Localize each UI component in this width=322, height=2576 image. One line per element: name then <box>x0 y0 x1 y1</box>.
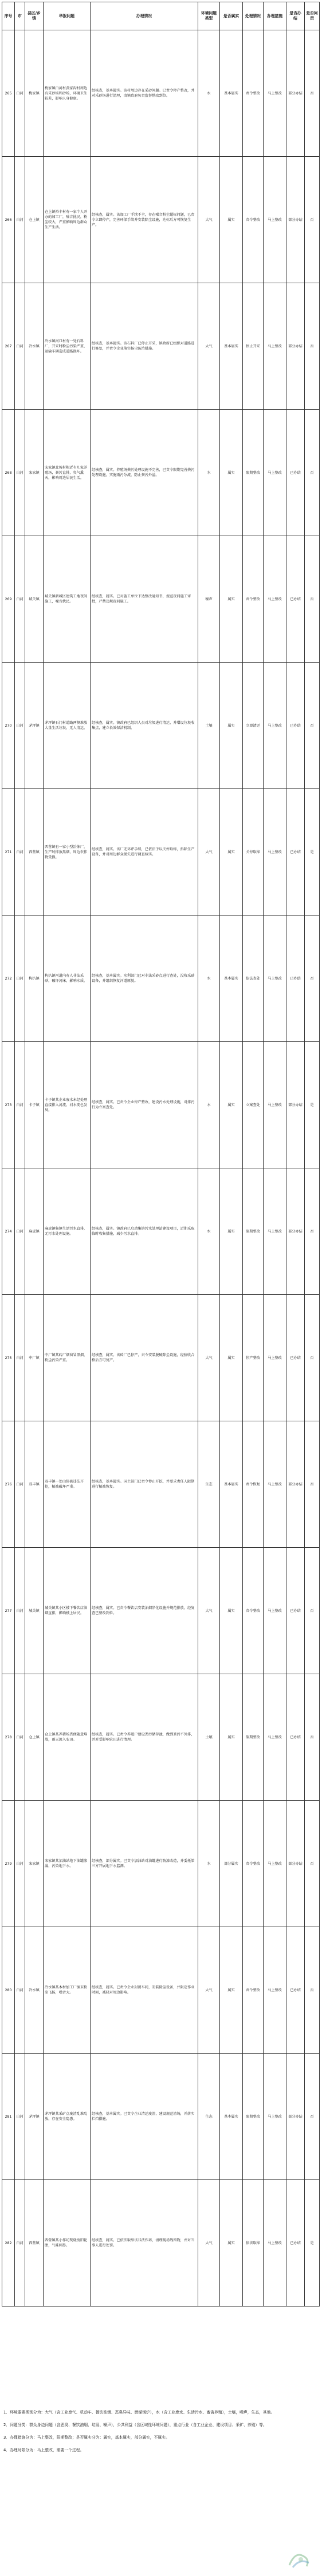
cell-issue: 仓上镇裕丰村有一家个人开办的加工厂，噪音扰民，粉尘较大，严重影响周边群众生产生活。 <box>44 157 91 283</box>
cell-city: 白河 <box>15 410 25 536</box>
cell-no: 269 <box>2 536 15 663</box>
cell-city: 白河 <box>15 157 25 283</box>
watermark-logo <box>283 2547 317 2574</box>
cell-detail: 经核查，属实。已对施工单位下达整改通知书，规范夜间施工审批，严禁违规夜间施工。 <box>91 536 198 663</box>
cell-verdict: 属实 <box>220 1927 243 2054</box>
table-row <box>2 1421 320 1548</box>
cell-issue: 中厂镇某砖厂烟囱冒黑烟，粉尘污染严重。 <box>44 1295 91 1421</box>
col-detail: 办理情况 <box>91 2 198 30</box>
cell-verdict: 基本属实 <box>220 916 243 1042</box>
cell-type: 大气 <box>198 283 220 410</box>
cell-city: 白河 <box>15 2054 25 2180</box>
cell-no: 273 <box>2 1042 15 1168</box>
cell-town: 西营镇 <box>25 2180 44 2306</box>
cell-type: 大气 <box>198 1548 220 1674</box>
cell-disposition: 停产整改 <box>243 1295 264 1421</box>
cell-disposition: 限期整改 <box>243 2054 264 2180</box>
cell-issue: 城关镇某小区楼下餐饮店油烟直排，影响楼上居民。 <box>44 1548 91 1674</box>
cell-type: 生态 <box>198 2054 220 2180</box>
cell-verdict: 属实 <box>220 789 243 916</box>
cell-city: 白河 <box>15 536 25 663</box>
cell-disposition: 责令整改 <box>243 536 264 663</box>
cell-type: 土壤 <box>198 1674 220 1801</box>
cell-detail: 经核查，属实。养殖场粪污处理设施不完善，已责令限期完善粪污处理设施，实施雨污分流，防止粪污外溢。 <box>91 410 198 536</box>
cell-accountable: 否 <box>305 663 320 789</box>
cell-no: 267 <box>2 283 15 410</box>
cell-town: 麻虎镇 <box>25 1168 44 1295</box>
table-row <box>2 1801 320 1927</box>
cell-issue: 双丰镇一处山体被违法开挖，植被破坏严重。 <box>44 1421 91 1548</box>
cell-disposition: 责令整改 <box>243 157 264 283</box>
cell-disposition: 立即清运 <box>243 663 264 789</box>
cell-city: 白河 <box>15 1168 25 1295</box>
cell-city: 白河 <box>15 789 25 916</box>
cell-result: 部分办结 <box>286 283 305 410</box>
table-row <box>2 1927 320 2054</box>
cell-city: 白河 <box>15 30 25 157</box>
table-row <box>2 1674 320 1801</box>
cell-no: 266 <box>2 157 15 283</box>
cell-city: 白河 <box>15 1548 25 1674</box>
cell-measure: 马上整改 <box>264 157 286 283</box>
cell-type: 噪声 <box>198 536 220 663</box>
cell-measure: 马上整改 <box>264 283 286 410</box>
cell-verdict: 基本属实 <box>220 283 243 410</box>
cell-issue: 宋家镇某加油站地下油罐渗漏，污染地下水。 <box>44 1801 91 1927</box>
table-row <box>2 2054 320 2180</box>
col-no: 序号 <box>2 2 15 30</box>
cell-town: 双丰镇 <box>25 1421 44 1548</box>
cell-type: 水 <box>198 1042 220 1168</box>
cell-verdict: 属实 <box>220 157 243 283</box>
table-row <box>2 283 320 410</box>
cell-measure: 马上整改 <box>264 1042 286 1168</box>
cell-no: 279 <box>2 1801 15 1927</box>
table-row <box>2 789 320 916</box>
cell-town: 宋家镇 <box>25 410 44 536</box>
cell-type: 大气 <box>198 2180 220 2306</box>
cell-no: 277 <box>2 1548 15 1674</box>
cell-town: 茅坪镇 <box>25 2054 44 2180</box>
cell-result: 部分办结 <box>286 1042 305 1168</box>
cell-issue: 仓上镇某养猪场粪便随意堆放，雨天流入农田。 <box>44 1674 91 1801</box>
cell-detail: 经核查，属实。已依法取缔该非法作坊，清理现场残留物，并对当事人进行处罚。 <box>91 2180 198 2306</box>
cell-measure: 马上整改 <box>264 1548 286 1674</box>
cell-verdict: 属实 <box>220 1295 243 1421</box>
cell-verdict: 属实 <box>220 410 243 536</box>
cell-issue: 茅坪镇某采矿点废渣乱堆乱放，存在安全隐患。 <box>44 2054 91 2180</box>
cell-measure: 马上整改 <box>264 1801 286 1927</box>
table-row <box>2 410 320 536</box>
cell-result: 部分办结 <box>286 1421 305 1548</box>
cell-accountable: 否 <box>305 283 320 410</box>
cell-accountable: 否 <box>305 1295 320 1421</box>
cell-town: 仓上镇 <box>25 157 44 283</box>
cell-type: 生态 <box>198 1421 220 1548</box>
col-accountable: 是否问责 <box>305 2 320 30</box>
cell-no: 276 <box>2 1421 15 1548</box>
cell-accountable: 否 <box>305 536 320 663</box>
cell-accountable: 是 <box>305 2180 320 2306</box>
cell-no: 265 <box>2 30 15 157</box>
cell-issue: 麻虎镇集镇生活污水直排，无污水处理设施。 <box>44 1168 91 1295</box>
cell-town: 中厂镇 <box>25 1295 44 1421</box>
cell-accountable: 否 <box>305 1801 320 1927</box>
cell-detail: 经核查，属实。该加工厂手续不全，存在噪音粉尘超标问题，已责令立即停产，完善环保手续并安装除尘设施，达标后方可恢复生产。 <box>91 157 198 283</box>
cell-result: 已办结 <box>286 1927 305 2054</box>
cell-verdict: 属实 <box>220 1548 243 1674</box>
footnote: 4．办理时限分为：马上整改，需要一个过程。 <box>3 2448 84 2452</box>
cell-measure: 马上整改 <box>264 410 286 536</box>
cell-detail: 经核查，基本属实。已责令企业清运废渣，建设规范渣场，并落实拦挡措施。 <box>91 2054 198 2180</box>
cell-town: 构扒镇 <box>25 916 44 1042</box>
cell-detail: 经核查，属实。已责令餐饮店安装油烟净化设施并规范排放，经复查已整改到位。 <box>91 1548 198 1674</box>
cell-measure: 马上整改 <box>264 789 286 916</box>
complaint-table <box>2 2 320 2306</box>
cell-issue: 构扒镇河道内有人非法采砂，破坏河床，影响水质。 <box>44 916 91 1042</box>
cell-result: 已办结 <box>286 1548 305 1674</box>
col-result: 是否办结 <box>286 2 305 30</box>
cell-issue: 冷水镇某木材加工厂锯末粉尘飞扬，噪音大。 <box>44 1927 91 2054</box>
cell-accountable: 否 <box>305 157 320 283</box>
cell-issue: 宋家镇北坡村附近有几家养殖场，粪污直排，臭气熏天，影响周边居民生活。 <box>44 410 91 536</box>
cell-measure: 马上整改 <box>264 1168 286 1295</box>
table-row <box>2 1042 320 1168</box>
cell-detail: 经核查，属实。镇政府已组织人员对垃圾进行清运，并增设垃圾收集点，建立长效保洁机制。 <box>91 663 198 789</box>
cell-town: 城关镇 <box>25 1548 44 1674</box>
cell-disposition: 责令恢复 <box>243 1421 264 1548</box>
table-row <box>2 1168 320 1295</box>
col-city: 市 <box>15 2 25 30</box>
cell-disposition: 限期整改 <box>243 1674 264 1801</box>
cell-detail: 经核查，基本属实。水利部门已对非法采砂点进行查处，没收采砂设备，并组织恢复河道原貌。 <box>91 916 198 1042</box>
cell-disposition: 关停取缔 <box>243 789 264 916</box>
cell-result: 部分办结 <box>286 2054 305 2180</box>
cell-disposition: 立案查处 <box>243 1042 264 1168</box>
cell-no: 268 <box>2 410 15 536</box>
cell-type: 水 <box>198 410 220 536</box>
cell-city: 白河 <box>15 916 25 1042</box>
cell-no: 275 <box>2 1295 15 1421</box>
cell-measure: 马上整改 <box>264 1295 286 1421</box>
cell-result: 已办结 <box>286 916 305 1042</box>
cell-verdict: 基本属实 <box>220 2054 243 2180</box>
cell-accountable: 否 <box>305 1421 320 1548</box>
cell-type: 土壤 <box>198 663 220 789</box>
cell-issue: 西营镇某小作坊焚烧废旧轮胎，气味刺鼻。 <box>44 2180 91 2306</box>
cell-result: 部分办结 <box>286 1801 305 1927</box>
cell-issue: 冷水镇河口村有一处石料厂，开采时粉尘污染严重，运输车辆造成道路损坏。 <box>44 283 91 410</box>
cell-issue: 城关镇新城区建筑工地夜间施工，噪音扰民。 <box>44 536 91 663</box>
cell-disposition: 责令整改 <box>243 1927 264 2054</box>
cell-no: 270 <box>2 663 15 789</box>
cell-result: 已办结 <box>286 1295 305 1421</box>
cell-verdict: 属实 <box>220 1674 243 1801</box>
cell-type: 大气 <box>198 1927 220 2054</box>
cell-city: 白河 <box>15 283 25 410</box>
cell-town: 茅坪镇 <box>25 663 44 789</box>
cell-no: 274 <box>2 1168 15 1295</box>
cell-result: 部分办结 <box>286 30 305 157</box>
watermark-icon <box>284 2548 317 2573</box>
table-row <box>2 1295 320 1421</box>
cell-detail: 经核查，属实。该厂无环评手续，已依法予以关停取缔，拆除生产设备，并对周边群众损失进行调查核实。 <box>91 789 198 916</box>
cell-city: 白河 <box>15 1674 25 1801</box>
cell-city: 白河 <box>15 663 25 789</box>
cell-issue: 西营镇有一家小型冶炼厂，生产时排放黑烟，周边农作物受损。 <box>44 789 91 916</box>
cell-city: 白河 <box>15 1042 25 1168</box>
cell-city: 白河 <box>15 2180 25 2306</box>
cell-result: 已办结 <box>286 410 305 536</box>
cell-disposition: 限期整改 <box>243 1168 264 1295</box>
cell-detail: 经核查，部分属实。已责令加油站对油罐进行防渗改造，并委托第三方开展地下水监测。 <box>91 1801 198 1927</box>
cell-verdict: 基本属实 <box>220 1421 243 1548</box>
cell-accountable: 否 <box>305 1168 320 1295</box>
cell-issue: 茅坪镇石门村道路两侧堆放大量生活垃圾，无人清运。 <box>44 663 91 789</box>
cell-result: 部分办结 <box>286 157 305 283</box>
cell-type: 大气 <box>198 789 220 916</box>
cell-issue: 梅家镇白河村黄家沟村周边有采砂场和砂场，环境卫生较差，影响人身健康。 <box>44 30 91 157</box>
cell-city: 白河 <box>15 1421 25 1548</box>
cell-town: 冷水镇 <box>25 1927 44 2054</box>
cell-measure: 马上整改 <box>264 536 286 663</box>
cell-verdict: 基本属实 <box>220 30 243 157</box>
col-disposition: 处理情况 <box>243 2 264 30</box>
table-row <box>2 1548 320 1674</box>
cell-verdict: 属实 <box>220 2180 243 2306</box>
cell-town: 宋家镇 <box>25 1801 44 1927</box>
table-body <box>2 30 320 2306</box>
cell-town: 梅家镇 <box>25 30 44 157</box>
cell-accountable: 是 <box>305 1042 320 1168</box>
table-row <box>2 157 320 283</box>
cell-verdict: 属实 <box>220 536 243 663</box>
cell-disposition: 责令整改 <box>243 1548 264 1674</box>
cell-detail: 经核查，属实。已责令企业停产整改，建设污水处理设施，对排污行为立案查处。 <box>91 1042 198 1168</box>
table-header-row <box>2 2 320 30</box>
cell-no: 278 <box>2 1674 15 1801</box>
cell-detail: 经核查，属实。已责令养殖户建设粪污储存池，做到粪污不外排，并对受影响农田进行清理。 <box>91 1674 198 1801</box>
cell-verdict: 部分属实 <box>220 1801 243 1927</box>
cell-measure: 马上整改 <box>264 916 286 1042</box>
cell-town: 冷水镇 <box>25 283 44 410</box>
cell-disposition: 限期整改 <box>243 410 264 536</box>
cell-measure: 马上整改 <box>264 663 286 789</box>
cell-accountable: 否 <box>305 410 320 536</box>
cell-result: 已办结 <box>286 536 305 663</box>
cell-measure: 马上整改 <box>264 1927 286 2054</box>
cell-type: 大气 <box>198 1295 220 1421</box>
cell-accountable: 否 <box>305 1927 320 2054</box>
cell-no: 271 <box>2 789 15 916</box>
col-type: 环境问题类型 <box>198 2 220 30</box>
cell-town: 城关镇 <box>25 536 44 663</box>
cell-measure: 马上整改 <box>264 2180 286 2306</box>
cell-accountable: 是 <box>305 789 320 916</box>
cell-result: 已办结 <box>286 2180 305 2306</box>
cell-type: 水 <box>198 1801 220 1927</box>
cell-town: 西营镇 <box>25 789 44 916</box>
footnote: 2．问题分类：群众身边问题（含恶臭、餐饮油烟、垃圾、噪声），公共利益（含区域性环境问题），重点行业（含工业企业、建设项目、采矿、养殖）等。 <box>3 2423 267 2427</box>
cell-accountable: 否 <box>305 1674 320 1801</box>
table-row <box>2 916 320 1042</box>
cell-verdict: 属实 <box>220 663 243 789</box>
cell-disposition: 依法取缔 <box>243 2180 264 2306</box>
cell-disposition: 依法查处 <box>243 916 264 1042</box>
cell-disposition: 责令整改 <box>243 30 264 157</box>
cell-town: 仓上镇 <box>25 1674 44 1801</box>
cell-measure: 马上整改 <box>264 1421 286 1548</box>
cell-no: 272 <box>2 916 15 1042</box>
cell-accountable: 否 <box>305 30 320 157</box>
col-town: 县区/乡镇 <box>25 2 44 30</box>
cell-accountable: 否 <box>305 916 320 1042</box>
footnote: 1．环境要素类别分为：大气（含工业废气、机动车、餐饮油烟、恶臭异味、燃煤锅炉），水（含工业废水、生活污水、畜禽养殖），土壤，噪声，生态，其他。 <box>3 2410 275 2415</box>
cell-city: 白河 <box>15 1295 25 1421</box>
cell-type: 水 <box>198 916 220 1042</box>
cell-verdict: 属实 <box>220 1168 243 1295</box>
col-verdict: 是否属实 <box>220 2 243 30</box>
cell-detail: 经核查，属实。该砖厂已停产，责令安装脱硫除尘设施，经验收合格后方可复产。 <box>91 1295 198 1421</box>
cell-type: 水 <box>198 1168 220 1295</box>
cell-measure: 马上整改 <box>264 2054 286 2180</box>
cell-no: 282 <box>2 2180 15 2306</box>
cell-detail: 经核查，基本属实。国土部门已责令停止开挖，并要求责任人限期进行植被恢复。 <box>91 1421 198 1548</box>
cell-measure: 马上整改 <box>264 1674 286 1801</box>
footnotes <box>3 2409 319 2459</box>
table-row <box>2 536 320 663</box>
cell-accountable: 否 <box>305 1548 320 1674</box>
cell-result: 已办结 <box>286 663 305 789</box>
table-row <box>2 2180 320 2306</box>
table-row <box>2 30 320 157</box>
cell-no: 281 <box>2 2054 15 2180</box>
cell-disposition: 停止开采 <box>243 283 264 410</box>
cell-detail: 经核查，基本属实。该村周边存在采砂问题。已责令停产整改，并对采砂场进行清理，由镇政府负责监督整改到位。 <box>91 30 198 157</box>
cell-result: 已办结 <box>286 1674 305 1801</box>
cell-verdict: 属实 <box>220 1042 243 1168</box>
cell-city: 白河 <box>15 1927 25 2054</box>
cell-disposition: 责令整改 <box>243 1801 264 1927</box>
cell-town: 卡子镇 <box>25 1042 44 1168</box>
table-row <box>2 663 320 789</box>
footnote: 3．办理措施分为：马上整改，限期整改；是否属实分为：属实，基本属实，部分属实，不属实。 <box>3 2435 170 2440</box>
cell-city: 白河 <box>15 1801 25 1927</box>
cell-no: 280 <box>2 1927 15 2054</box>
cell-accountable: 否 <box>305 2054 320 2180</box>
cell-detail: 经核查，属实。镇政府已启动集镇污水处理站建设项目，近期采取临时收集措施，减少污水直排。 <box>91 1168 198 1295</box>
cell-type: 水 <box>198 30 220 157</box>
cell-detail: 经核查，基本属实。该石料厂已停止开采，镇政府已组织对道路进行修复，并责令企业落实扬尘防治措施。 <box>91 283 198 410</box>
cell-type: 大气 <box>198 157 220 283</box>
col-measure: 办理措施 <box>264 2 286 30</box>
cell-issue: 卡子镇某企业废水未经处理直接排入河流，河水变色发臭。 <box>44 1042 91 1168</box>
cell-detail: 经核查，属实。已责令企业封闭车间，安装除尘设备，并限定作业时间，减轻对周边影响。 <box>91 1927 198 2054</box>
cell-measure: 马上整改 <box>264 30 286 157</box>
col-issue: 举报问题 <box>44 2 91 30</box>
cell-result: 已办结 <box>286 789 305 916</box>
cell-result: 部分办结 <box>286 1168 305 1295</box>
